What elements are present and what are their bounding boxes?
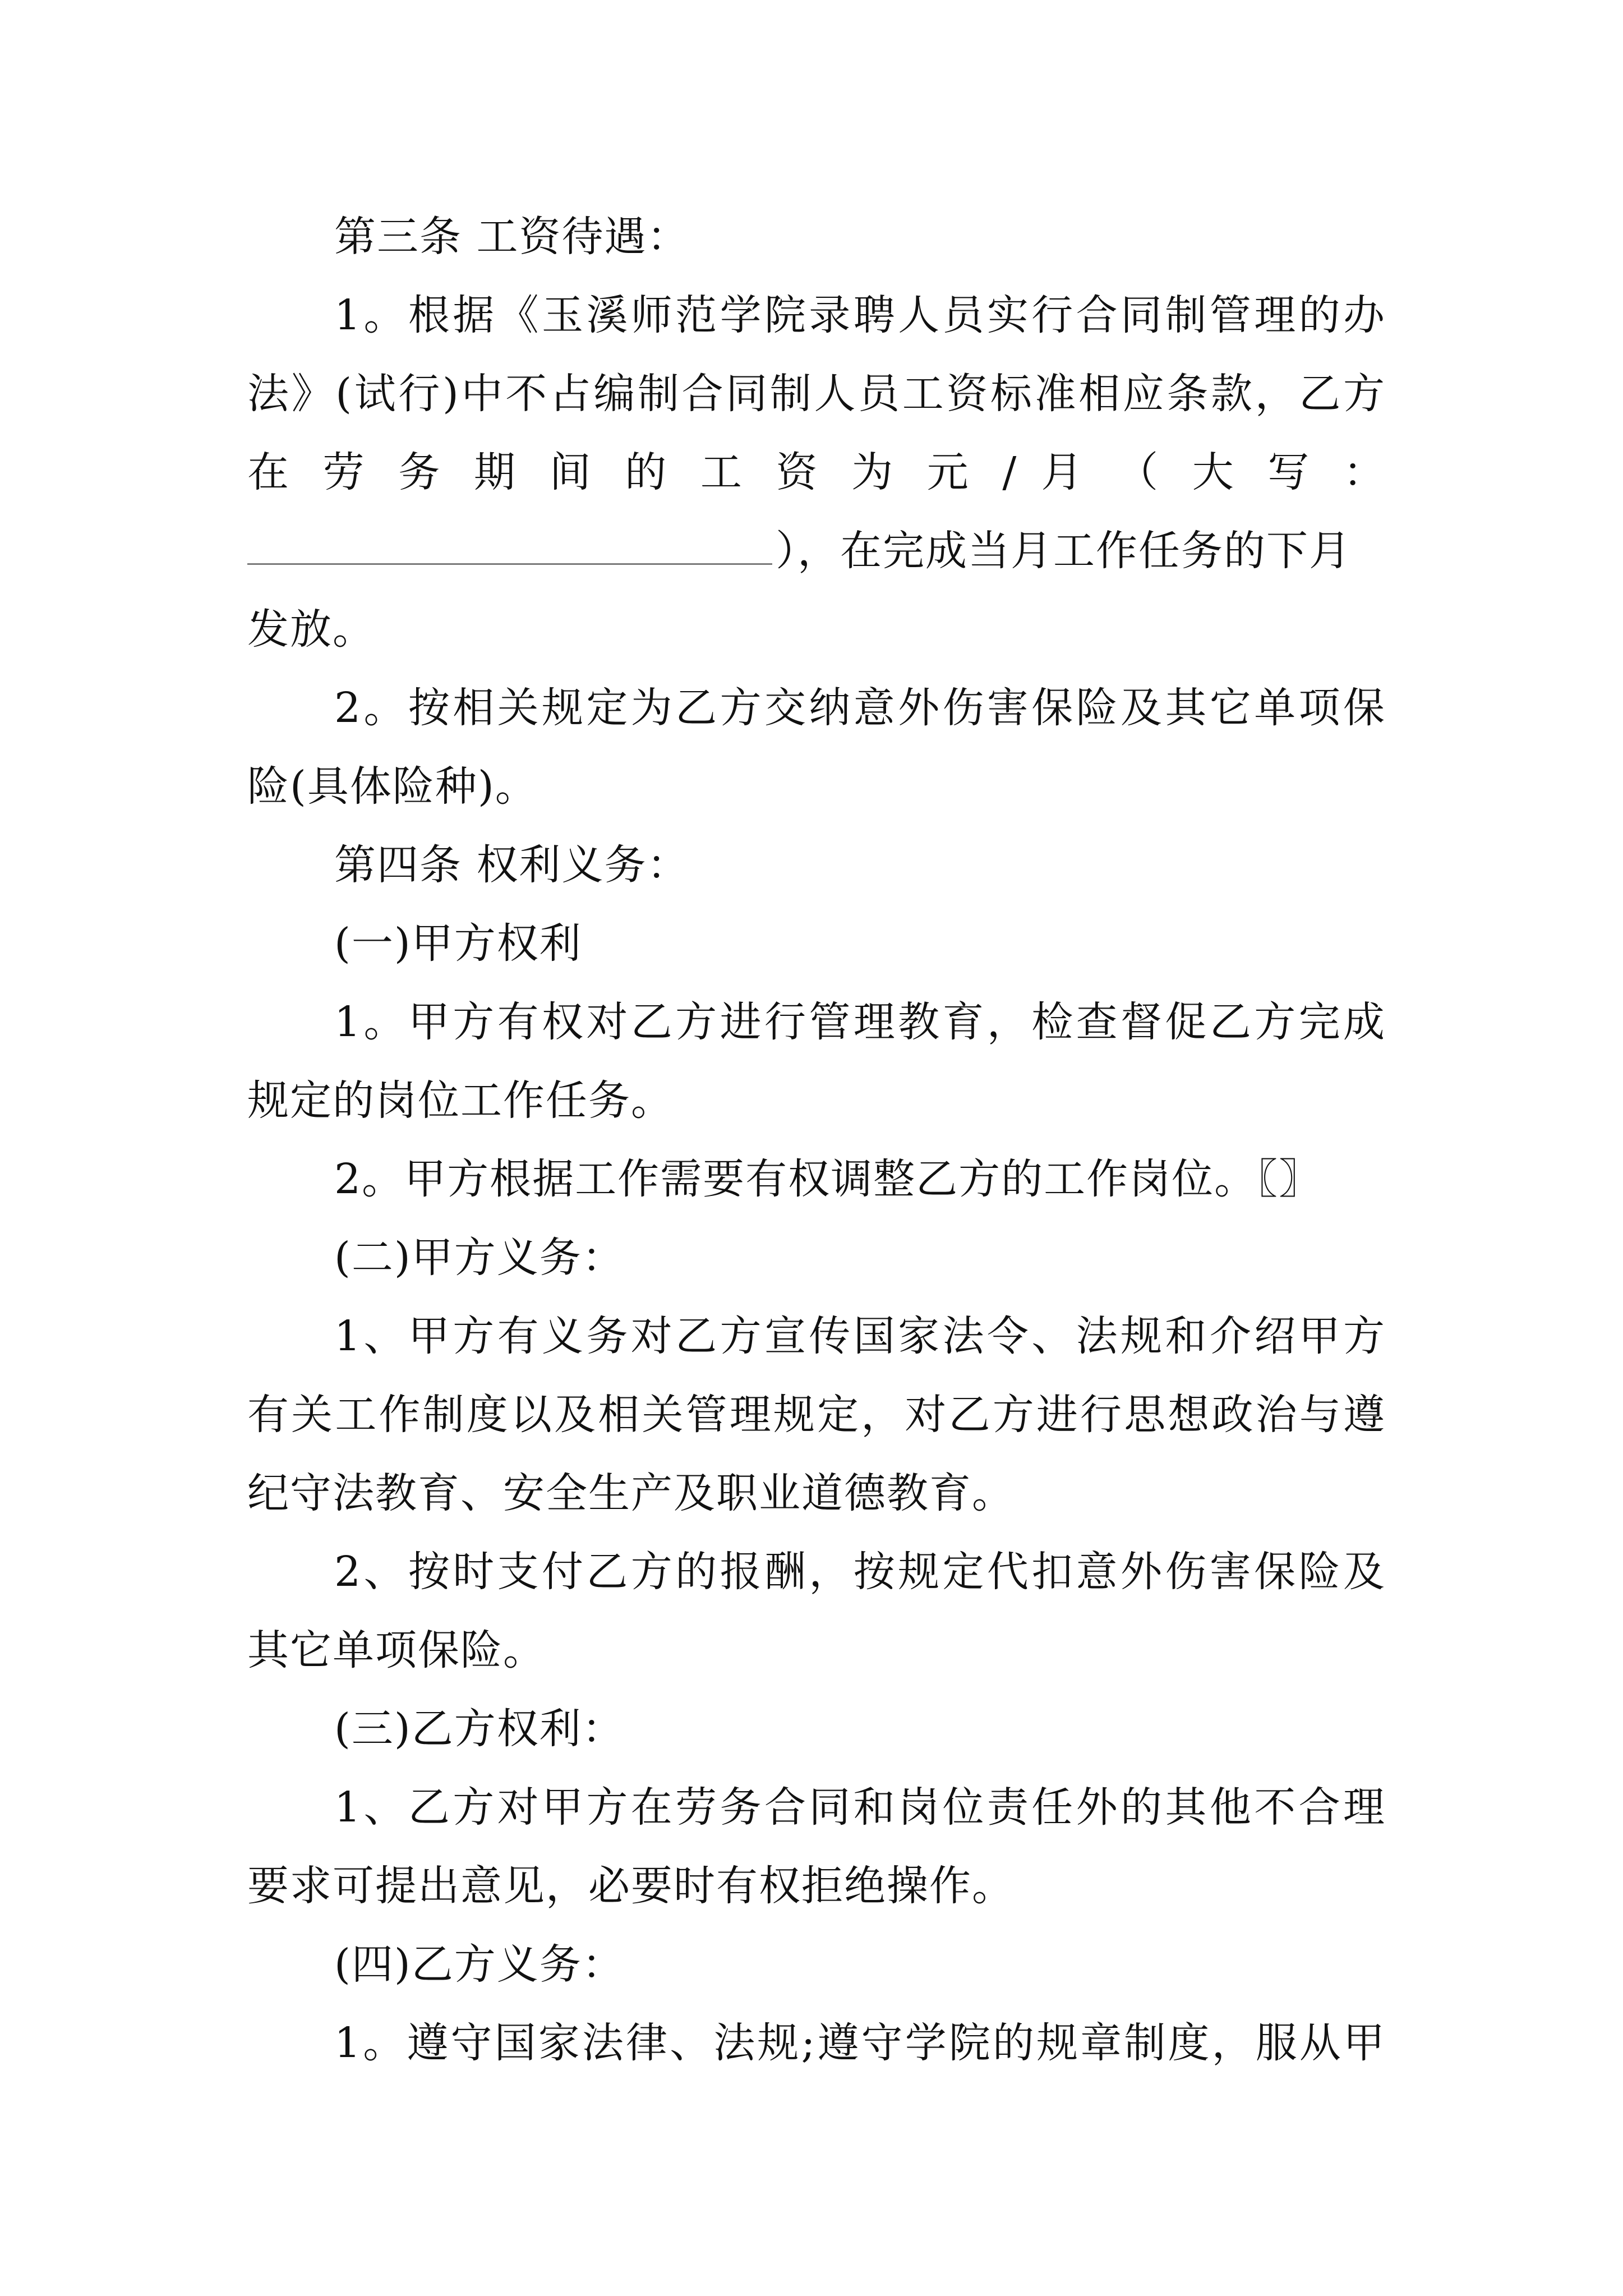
salary-amount-line (247, 512, 1386, 590)
paragraph-line: 险(具体险种)。 (247, 762, 538, 811)
paragraph-line: 2、按时支付乙方的报酬，按规定代扣意外伤害保险及 (334, 1548, 1386, 1596)
paragraph-line: 1。根据《玉溪师范学院录聘人员实行合同制管理的办 (334, 291, 1386, 339)
section-heading: (一)甲方权利 (334, 919, 582, 968)
paragraph-line: 法》(试行)中不占编制合同制人员工资标准相应条款，乙方 (247, 370, 1386, 418)
paragraph-line: ），在完成当月工作任务的下月 (776, 527, 1352, 575)
paragraph-line: 要求可提出意见，必要时有权拒绝操作。 (247, 1862, 1015, 1910)
paragraph-line: 1、甲方有义务对乙方宣传国家法令、法规和介绍甲方 (334, 1312, 1386, 1360)
paragraph-line: 2。按相关规定为乙方交纳意外伤害保险及其它单项保 (334, 684, 1386, 732)
paragraph-line: 1。遵守国家法律、法规;遵守学院的规章制度，服从甲 (334, 2019, 1386, 2067)
paragraph-line: 纪守法教育、安全生产及职业道德教育。 (247, 1469, 1015, 1517)
paragraph-line: 1、乙方对甲方在劳务合同和岗位责任外的其他不合理 (334, 1783, 1386, 1832)
article-3-heading: 第三条 工资待遇： (334, 213, 690, 261)
paragraph-line: 在 劳 务 期 间 的 工 资 为 元 / 月 （ 大 写 ： (247, 448, 1386, 496)
paragraph-line: 2。甲方根据工作需要有权调整乙方的工作岗位。〖〗 (334, 1155, 1322, 1203)
paragraph-line: 1。甲方有权对乙方进行管理教育，检查督促乙方完成 (334, 998, 1386, 1046)
amount-blank-underline (247, 530, 772, 565)
article-4-heading: 第四条 权利义务： (334, 841, 690, 889)
paragraph-line: 其它单项保险。 (247, 1626, 546, 1674)
section-heading: (三)乙方权利： (334, 1705, 625, 1753)
section-heading: (四)乙方义务： (334, 1940, 625, 1989)
paragraph-line: 发放。 (247, 605, 375, 654)
section-heading: (二)甲方义务： (334, 1234, 625, 1282)
paragraph-line: 有关工作制度以及相关管理规定，对乙方进行思想政治与遵 (247, 1391, 1386, 1439)
paragraph-line: 规定的岗位工作任务。 (247, 1076, 674, 1125)
